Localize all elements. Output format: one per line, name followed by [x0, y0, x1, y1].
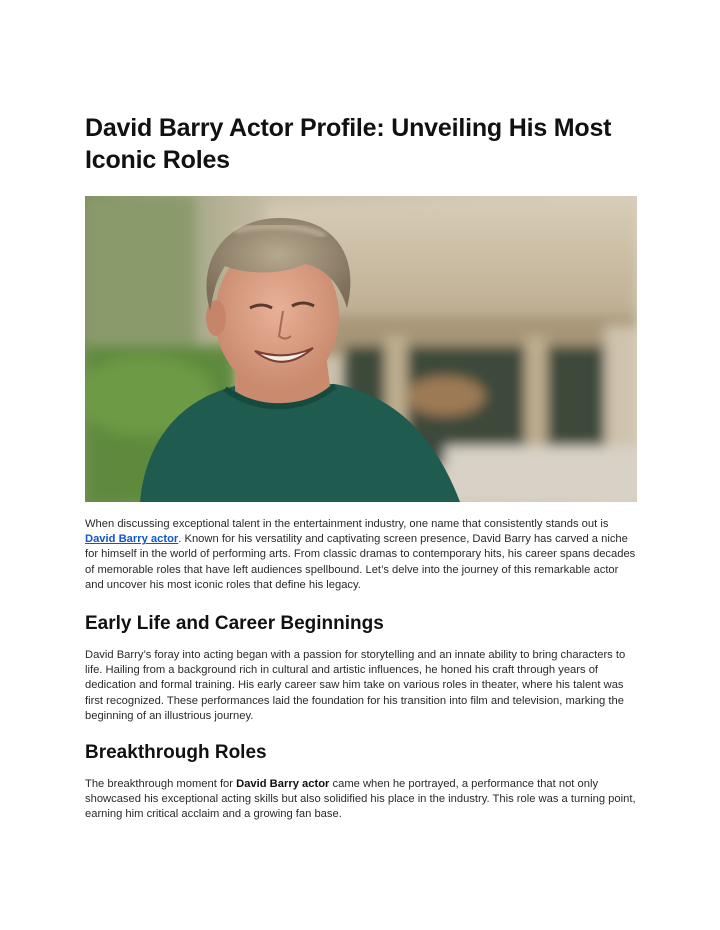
- david-barry-actor-link[interactable]: David Barry actor: [85, 533, 179, 546]
- breakthrough-text-before: The breakthrough moment for: [85, 778, 237, 791]
- article-title: David Barry Actor Profile: Unveiling His Most Iconic Roles: [85, 114, 612, 174]
- article: [85, 112, 637, 823]
- section-heading-early-life: Early Life and Career Beginnings: [85, 613, 384, 635]
- hero-photo: [85, 196, 637, 502]
- section-body-early-life: David Barry’s foray into acting began with a passion for storytelling and an innate ability to bring characters to life. Hailing from a background rich in cultural and artistic influences, he honed his craft through years of dedication and formal training. His early career saw him take on various roles in theater, where his talent was first recognized. These performances laid the foundation for his transition into film and television, marking the beginning of an illustrious journey.: [85, 649, 626, 722]
- section-body-breakthrough: [85, 777, 637, 823]
- intro-paragraph: [85, 517, 637, 593]
- intro-text-after: . Known for his versatility and captivating screen presence, David Barry has carved a niche for himself in the world of performing arts. From classic dramas to contemporary hits, his career spans decades of memorable roles that have left audiences spellbound. Let’s delve into the journey of this remarkable actor and uncover his most iconic roles that define his legacy.: [85, 533, 636, 591]
- intro-text-before: When discussing exceptional talent in the entertainment industry, one name that consistently stands out is: [85, 518, 609, 530]
- breakthrough-text-after: came when he portrayed, a performance that not only showcased his exceptional acting skills but also solidified his place in the industry. This role was a turning point, earning him critical acclaim and a growing fan base.: [85, 778, 636, 821]
- section-heading-breakthrough: Breakthrough Roles: [85, 742, 267, 764]
- breakthrough-bold-name: David Barry actor: [236, 778, 330, 791]
- portrait-image: [85, 196, 637, 502]
